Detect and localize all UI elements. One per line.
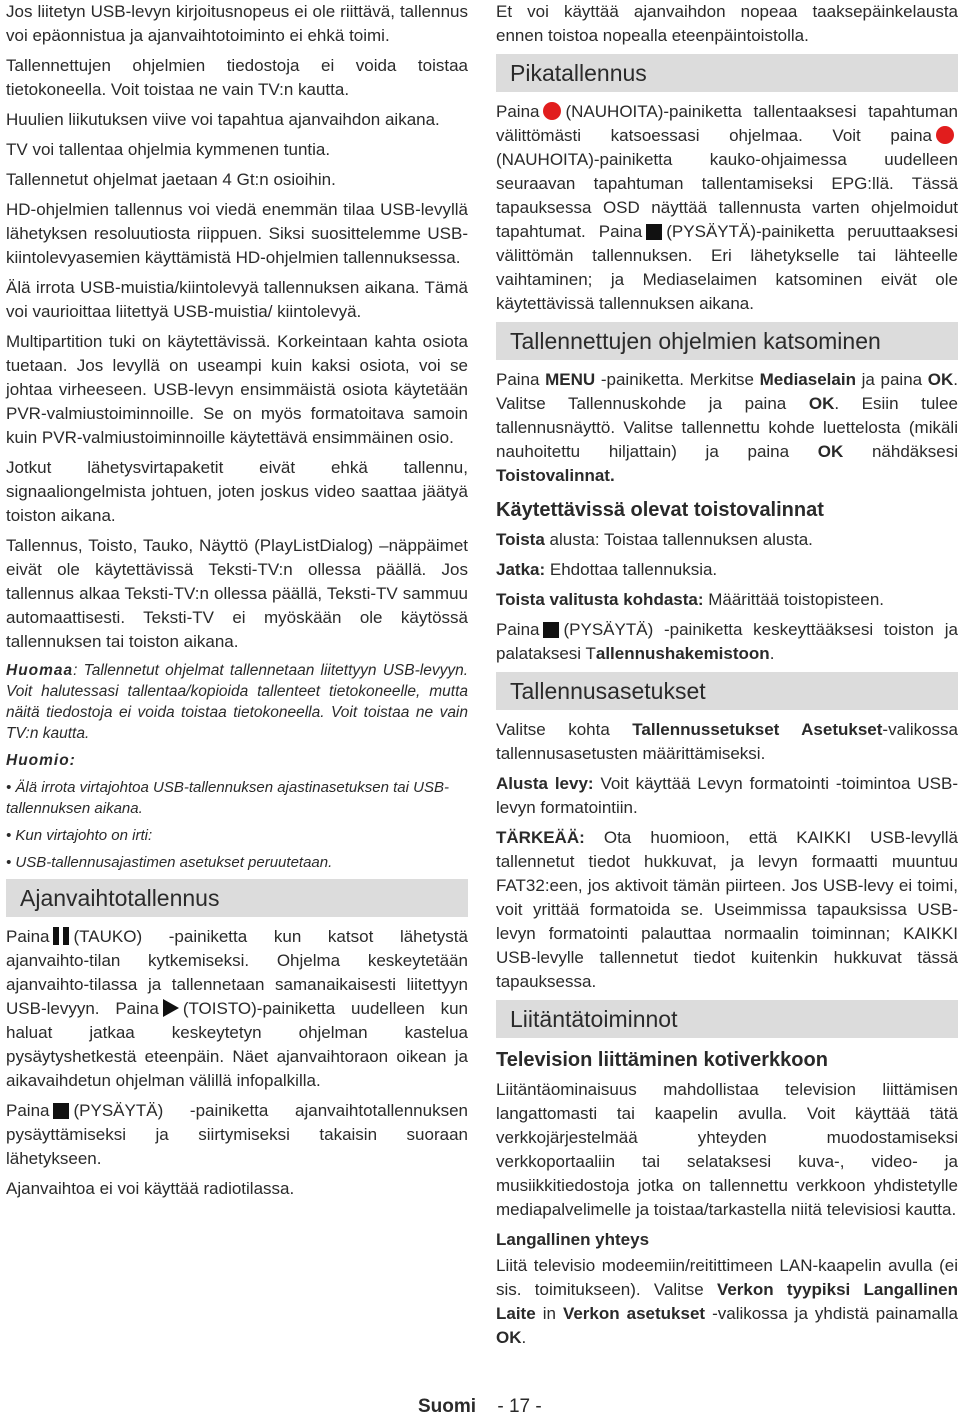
- paragraph: Tallennettujen ohjelmien tiedostoja ei voida toistaa tietokoneella. Voit toistaa ne vain TV:n kautta.: [6, 56, 468, 99]
- stop-icon: [543, 622, 559, 638]
- paragraph: Paina (PYSÄYTÄ) -painiketta ajanvaihtotallennuksen pysäyttämiseksi ja siirtymiseksi takaisin suoraan lähetykseen.: [6, 1101, 468, 1168]
- stop-icon: [53, 1103, 69, 1119]
- paragraph: Liitäntäominaisuus mahdollistaa television liittämisen langattomasti tai kaapelin avulla. Voit käyttää tätä verkkojärjestelmää yhteyden muodostamiseksi verkkoportaaliin tai selataksesi kuva-, video- ja musiikkitiedostoja jotka on tallennettu verkkoon yhdistetylle mediapalvelimelle ja toistaa/tarkastella niitä televisiosi kautta.: [496, 1080, 958, 1219]
- option-item: Toista valitusta kohdasta: Määrittää toistopisteen.: [496, 590, 884, 609]
- paragraph: Huulien liikutuksen viive voi tapahtua ajanvaihdon aikana.: [6, 110, 440, 129]
- bullet-item: • Älä irrota virtajohtoa USB-tallennuksen ajastinasetuksen tai USB-tallennuksen aikana.: [6, 779, 449, 817]
- paragraph: Paina (NAUHOITA)-painiketta tallentaaksesi tapahtuman välittömästi katsoessasi ohjelmaa. Voit paina(NAUHOITA)-painiketta kauko-ohjaimessa uudelleen seuraavan tapahtuman tallentamiseksi EPG:llä. Tässä tapauksessa OSD näyttää tallennusta varten ohjelmoidut tapahtumat. Paina (PYSÄYTÄ)-painiketta peruuttaaksesi välittömän tallennuksen. Eri lähetykselle tai lähteelle vaihtaminen; ja Mediaselaimen katsominen eivät ole käytettävissä tallennuksen aikana.: [496, 102, 959, 313]
- section-heading-watch-recorded: Tallennettujen ohjelmien katsominen: [496, 322, 958, 360]
- paragraph: Alusta levy: Voit käyttää Levyn formatointi -toimintoa USB-levyn formatointiin.: [496, 774, 958, 817]
- footer-language: Suomi: [418, 1396, 477, 1417]
- paragraph: Multipartition tuki on käytettävissä. Korkeintaan kahta osiota tuetaan. Jos levyllä on useampi kuin kaksi osiota, voi se johtaa virheeseen. USB-levyn ensimmäistä osiota käytetään PVR-valmiustoiminnoille. Se on myös formatoitava samoin kuin PVR-valmiustoiminnoille käytettävä ensimmäinen osio.: [6, 332, 468, 447]
- paragraph: Älä irrota USB-muistia/kiintolevyä tallennuksen aikana. Tämä voi vaurioittaa liitettyä USB-muistia/ kiintolevyä.: [6, 278, 468, 321]
- paragraph: Valitse kohta Tallennussetukset Asetukset-valikossa tallennusasetusten määrittämiseksi.: [496, 720, 959, 763]
- paragraph: Paina (TAUKO) -painiketta kun katsot lähetystä ajanvaihto-tilan kytkemiseksi. Ohjelma keskeytetään ajanvaihto-tilassa ja tallennetaan samanaikaisesti liitettyyn USB-levyyn. Paina (TOISTO)-painiketta uudelleen kun haluat jatkaa keskeytetyn ohjelman kastelua pysäytyshetkestä eteenpäin. Näet ajanvaihtoraon oikean ja aikavaihdetun ohjelman välillä infopalkilla.: [6, 927, 468, 1090]
- note: [6, 660, 468, 744]
- section-heading-connectivity: Liitäntätoiminnot: [496, 1000, 958, 1038]
- pause-icon: [53, 927, 69, 945]
- stop-icon: [646, 224, 662, 240]
- subheading-home-network: Television liittäminen kotiverkkoon: [496, 1049, 828, 1071]
- note-label: Huomaa: [6, 662, 74, 679]
- paragraph: Et voi käyttää ajanvaihdon nopeaa taaksepäinkelausta ennen toistoa nopealla eteenpäintoistolla.: [496, 2, 958, 45]
- bullet-item: • Kun virtajohto on irti:: [6, 827, 153, 844]
- option-item: Toista alusta: Toistaa tallennuksen alusta.: [496, 530, 813, 549]
- note-text: : Tallennetut ohjelmat tallennetaan liitettyyn USB-levyyn. Voit halutessasi tallentaa/kopioida tallenteet tietokoneelle, mutta näitä tiedostoja ei voida toistaa tietokoneella. Voit toistaa ne vain TV:n kautta.: [6, 662, 468, 742]
- paragraph: Tallennetut ohjelmat jaetaan 4 Gt:n osioihin.: [6, 170, 336, 189]
- play-icon: [163, 999, 179, 1017]
- paragraph: TÄRKEÄÄ: Ota huomioon, että KAIKKI USB-levyllä tallennetut tiedot hukkuvat, ja levyn formaatti muuntuu FAT32:een, jos aktivoit tämän piirteen. Jos USB-levy ei toimi, voit yrittää formatoida se. Useimmissa tapauksissa USB-levyn formatointi palauttaa normaalin toiminnan; KAIKKI USB-levylle tallennetut tiedot kuitenkin hukkuvat tässä tapauksessa.: [496, 828, 958, 991]
- paragraph: TV voi tallentaa ohjelmia kymmenen tuntia.: [6, 140, 331, 159]
- paragraph: Paina MENU -painiketta. Merkitse Mediaselain ja paina OK. Valitse Tallennuskohde ja paina OK. Esiin tulee tallennusnäyttö. Valitse tallennettu kohde luettelosta (mikäli nauhoitettu hiljattain) ja paina OK nähdäksesi Toistovalinnat.: [496, 370, 958, 485]
- left-column: [6, 0, 468, 1207]
- page-number: - 17 -: [497, 1396, 542, 1417]
- paragraph: Ajanvaihtoa ei voi käyttää radiotilassa.: [6, 1179, 295, 1198]
- record-icon: [543, 102, 561, 120]
- paragraph: HD-ohjelmien tallennus voi viedä enemmän tilaa USB-levyllä lähetyksen resoluutiosta riippuen. Siksi suosittelemme USB-kiintolevyasemien käyttämistä HD-ohjelmien tallennuksessa.: [6, 200, 468, 267]
- section-heading-timeshift: Ajanvaihtotallennus: [6, 879, 468, 917]
- section-heading-record-settings: Tallennusasetukset: [496, 672, 958, 710]
- section-heading-quick-record: Pikatallennus: [496, 54, 958, 92]
- paragraph: Jotkut lähetysvirtapaketit eivät ehkä tallennu, signaaliongelmista johtuen, joten joskus video saattaa jäätyä toiston aikana.: [6, 458, 468, 525]
- paragraph: Paina (PYSÄYTÄ) -painiketta keskeyttääksesi toiston ja palataksesi Tallennushakemistoon.: [496, 620, 958, 663]
- paragraph: Tallennus, Toisto, Tauko, Näyttö (PlayListDialog) –näppäimet eivät ole käytettävissä Teksti-TV:n ollessa päällä. Jos tallennus alkaa Teksti-TV:n ollessa päällä, Teksti-TV sammuu automaattisesti. Teksti-TV ei myöskään ole käytössä tallennuksen tai toiston aikana.: [6, 536, 468, 651]
- page-footer: [418, 1396, 542, 1418]
- option-item: Jatka: Ehdottaa tallennuksia.: [496, 560, 718, 579]
- subheading-wired: Langallinen yhteys: [496, 1230, 650, 1249]
- right-column: [496, 0, 958, 1356]
- paragraph: Jos liitetyn USB-levyn kirjoitusnopeus ei ole riittävä, tallennus voi epäonnistua ja ajanvaihtotoiminto ei ehkä toimi.: [6, 2, 468, 45]
- paragraph: Liitä televisio modeemiin/reitittimeen LAN-kaapelin avulla (ei sis. toimitukseen). Valitse Verkon tyypiksi Langallinen Laite in Verkon asetukset -valikossa ja yhdistä painamalla OK.: [496, 1256, 958, 1347]
- bullet-item: • USB-tallennusajastimen asetukset peruutetaan.: [6, 854, 333, 871]
- record-icon: [936, 126, 954, 144]
- huomio-label: Huomio:: [6, 752, 76, 769]
- subheading-playback-options: Käytettävissä olevat toistovalinnat: [496, 499, 824, 521]
